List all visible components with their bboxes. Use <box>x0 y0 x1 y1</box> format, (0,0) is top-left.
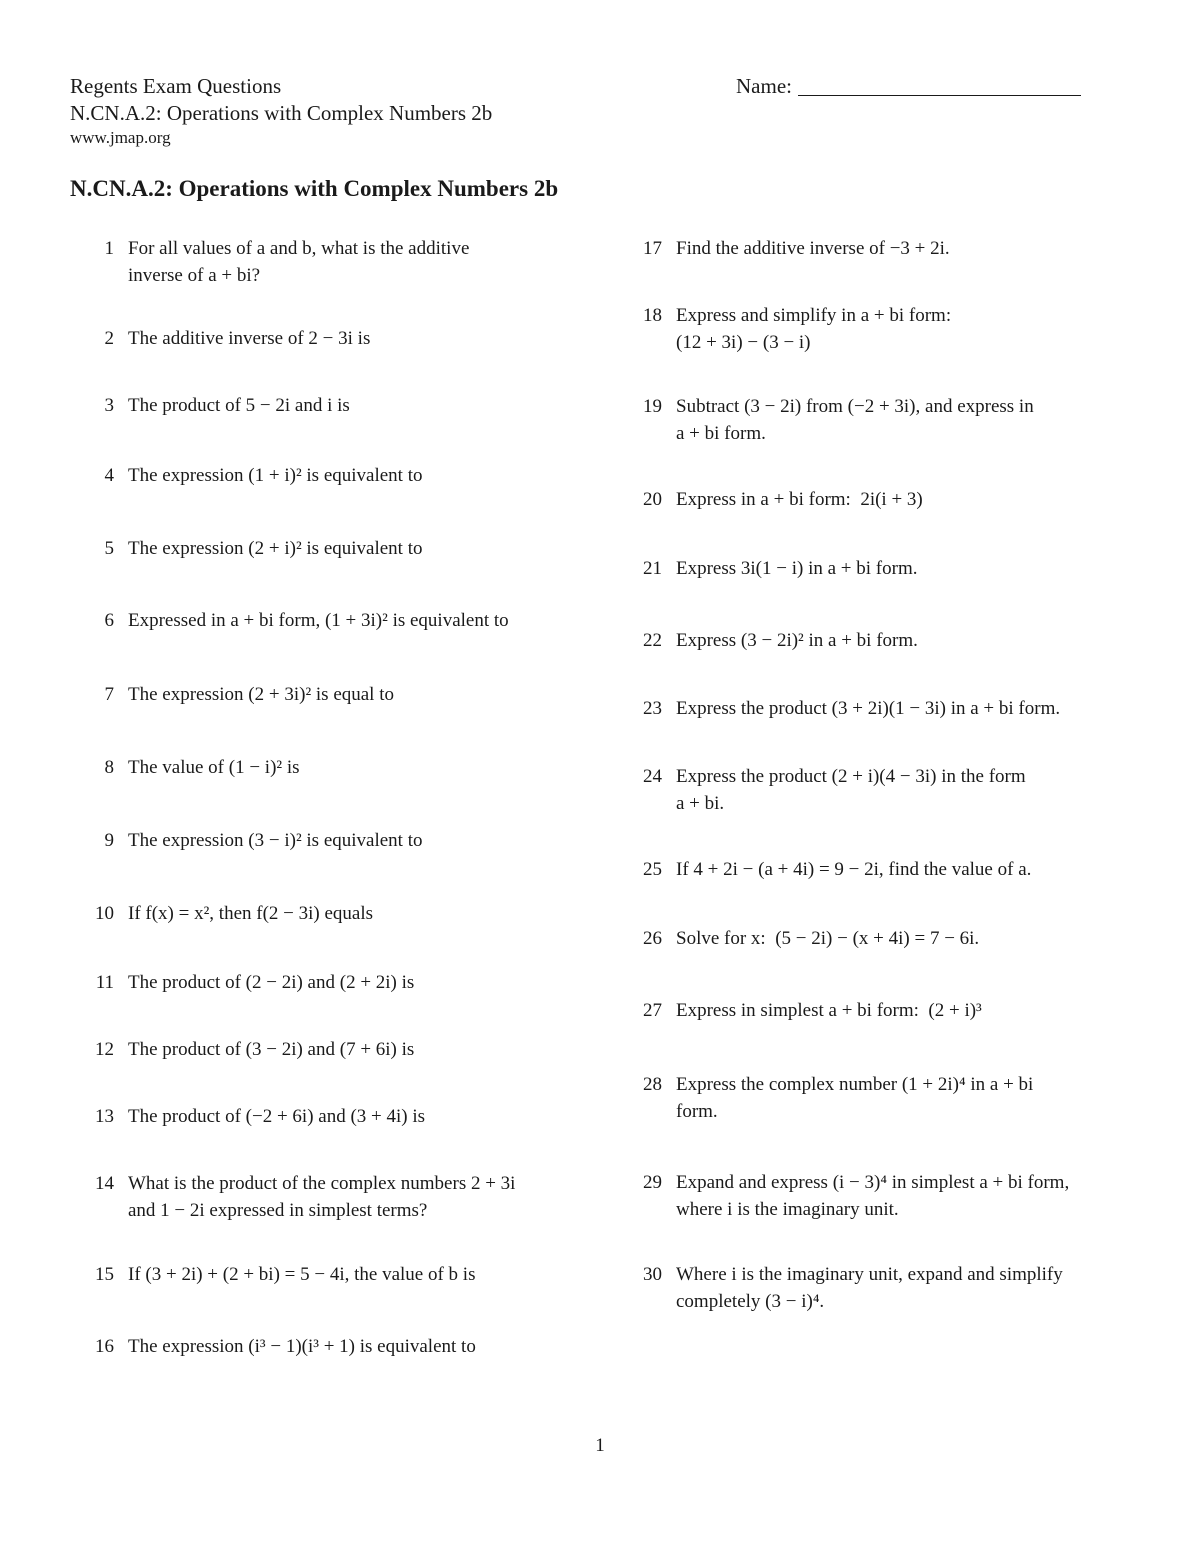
question-text: The additive inverse of 2 − 3i is <box>128 328 371 349</box>
question-number: 7 <box>104 684 114 705</box>
question-number: 14 <box>95 1173 114 1194</box>
question-text: The expression (1 + i)² is equivalent to <box>128 465 423 486</box>
question-number: 25 <box>643 859 662 880</box>
question-number: 19 <box>643 396 662 417</box>
question-number: 20 <box>643 489 662 510</box>
question-number: 18 <box>643 305 662 326</box>
question-text: Express and simplify in a + bi form: (12 + 3i) − (3 − i) <box>676 305 952 353</box>
question-number: 29 <box>643 1172 662 1193</box>
question-number: 30 <box>643 1264 662 1285</box>
name-blank-line[interactable] <box>798 75 1081 96</box>
question-number: 17 <box>643 238 662 259</box>
question-number: 10 <box>95 903 114 924</box>
question-text: The value of (1 − i)² is <box>128 757 300 778</box>
question-text: The expression (2 + 3i)² is equal to <box>128 684 394 705</box>
question-number: 9 <box>104 830 114 851</box>
question-text: The product of (3 − 2i) and (7 + 6i) is <box>128 1039 415 1060</box>
question-number: 23 <box>643 698 662 719</box>
question-number: 26 <box>643 928 662 949</box>
header-title: Regents Exam Questions <box>70 74 282 98</box>
question-text: If (3 + 2i) + (2 + bi) = 5 − 4i, the value of b is <box>128 1264 476 1285</box>
name-field <box>736 73 1081 100</box>
question-text: Express the complex number (1 + 2i)⁴ in a + bi form. <box>676 1074 1034 1122</box>
question-number: 16 <box>95 1336 114 1357</box>
question-number: 2 <box>104 328 114 349</box>
question-number: 13 <box>95 1106 114 1127</box>
question-text: Expressed in a + bi form, (1 + 3i)² is equivalent to <box>128 610 509 631</box>
question-text: Express in simplest a + bi form: (2 + i)³ <box>676 1000 982 1021</box>
question-text: For all values of a and b, what is the additive inverse of a + bi? <box>128 238 470 286</box>
question-number: 8 <box>104 757 114 778</box>
name-label: Name: <box>736 74 792 98</box>
question-text: The product of (−2 + 6i) and (3 + 4i) is <box>128 1106 426 1127</box>
question-text: The expression (i³ − 1)(i³ + 1) is equivalent to <box>128 1336 476 1357</box>
question-text: Subtract (3 − 2i) from (−2 + 3i), and express in a + bi form. <box>676 396 1034 444</box>
question-number: 3 <box>104 395 114 416</box>
question-text: Express (3 − 2i)² in a + bi form. <box>676 630 918 651</box>
question-number: 22 <box>643 630 662 651</box>
page-number: 1 <box>595 1435 605 1456</box>
question-number: 6 <box>104 610 114 631</box>
question-text: The product of (2 − 2i) and (2 + 2i) is <box>128 972 415 993</box>
question-text: Express the product (2 + i)(4 − 3i) in the form a + bi. <box>676 766 1026 814</box>
question-text: The expression (3 − i)² is equivalent to <box>128 830 423 851</box>
question-number: 15 <box>95 1264 114 1285</box>
question-text: Where i is the imaginary unit, expand and simplify completely (3 − i)⁴. <box>676 1264 1063 1312</box>
question-text: Expand and express (i − 3)⁴ in simplest a + bi form, where i is the imaginary unit. <box>676 1172 1070 1220</box>
question-number: 1 <box>104 238 114 259</box>
question-text: What is the product of the complex numbers 2 + 3i and 1 − 2i expressed in simplest terms? <box>128 1173 516 1221</box>
header-url: www.jmap.org <box>70 128 171 147</box>
question-number: 11 <box>95 972 114 993</box>
question-text: Express in a + bi form: 2i(i + 3) <box>676 489 923 510</box>
question-number: 27 <box>643 1000 662 1021</box>
question-number: 12 <box>95 1039 114 1060</box>
question-text: Express the product (3 + 2i)(1 − 3i) in a + bi form. <box>676 698 1061 719</box>
header-subtitle: N.CN.A.2: Operations with Complex Numbers 2b <box>70 101 493 125</box>
question-number: 28 <box>643 1074 662 1095</box>
question-number: 21 <box>643 558 662 579</box>
question-number: 4 <box>104 465 114 486</box>
question-text: Find the additive inverse of −3 + 2i. <box>676 238 950 259</box>
header <box>70 73 492 149</box>
question-text: If 4 + 2i − (a + 4i) = 9 − 2i, find the value of a. <box>676 859 1032 880</box>
question-text: If f(x) = x², then f(2 − 3i) equals <box>128 903 374 924</box>
question-text: Solve for x: (5 − 2i) − (x + 4i) = 7 − 6i. <box>676 928 980 949</box>
question-text: The expression (2 + i)² is equivalent to <box>128 538 423 559</box>
question-number: 5 <box>104 538 114 559</box>
page-title: N.CN.A.2: Operations with Complex Numbers 2b <box>70 176 559 201</box>
question-text: The product of 5 − 2i and i is <box>128 395 350 416</box>
question-number: 24 <box>643 766 662 787</box>
question-text: Express 3i(1 − i) in a + bi form. <box>676 558 918 579</box>
